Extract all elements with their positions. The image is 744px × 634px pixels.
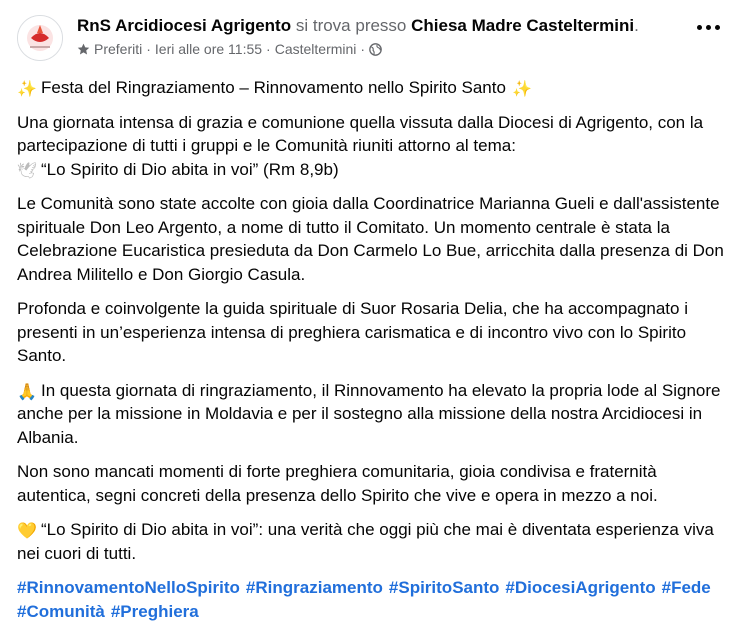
star-icon — [77, 43, 90, 56]
post-meta — [77, 41, 382, 57]
meta-separator: · — [146, 41, 151, 57]
paragraph-3: Profonda e coinvolgente la guida spirituale di Suor Rosaria Delia, che ha accompagnato i presenti in un’esperienza intensa di preghiera carismatica e di incontro vivo con lo Spirito Santo. — [17, 299, 688, 365]
more-horizontal-icon — [706, 25, 711, 30]
theme-quote: “Lo Spirito di Dio abita in voi” (Rm 8,9b) — [41, 159, 339, 179]
post-title-line — [17, 76, 729, 100]
sparkles-icon: ✨ — [17, 81, 37, 98]
meta-separator: · — [266, 41, 271, 57]
author-link[interactable]: RnS Arcidiocesi Agrigento — [77, 16, 292, 35]
favorites-label: Preferiti — [94, 41, 143, 57]
hashtag-link[interactable]: #RinnovamentoNelloSpirito — [17, 578, 240, 597]
more-horizontal-icon — [715, 25, 720, 30]
meta-separator: · — [360, 41, 366, 57]
paragraph-5: Non sono mancati momenti di forte preghiera comunitaria, gioia condivisa e fraternità autentica, segni concreti della presenza dello Spirito che vive e opera in mezzo a noi. — [17, 462, 658, 505]
avatar-logo-icon — [18, 16, 62, 60]
location-suffix: . — [634, 16, 639, 35]
post-title: Festa del Ringraziamento – Rinnovamento nello Spirito Santo — [41, 78, 506, 97]
paragraph-1-text: Una giornata intensa di grazia e comunione quella vissuta dalla Diocesi di Agrigento, con la partecipazione di tutti i gruppi e le Comunità riuniti attorno al tema: — [17, 112, 704, 155]
timestamp-link[interactable]: Ieri alle ore 11:55 — [154, 41, 263, 57]
paragraph-4-text: In questa giornata di ringraziamento, il Rinnovamento ha elevato la propria lode al Signore anche per la missione in Moldavia e per il sostegno alla missione della nostra Arcidiocesi in Albania. — [17, 380, 721, 447]
paragraph-2: Le Comunità sono state accolte con gioia dalla Coordinatrice Marianna Gueli e dall'assistente spirituale Don Leo Argento, a nome di tutto il Comitato. Un momento centrale è stata la Celebrazione Eucaristica presieduta da Don Carmelo Lo Bue, arricchita dalla presenza di Don Andrea Militello e Don Giorgio Casula. — [17, 194, 724, 284]
praying-hands-icon: 🙏 — [17, 383, 37, 401]
hashtags — [17, 576, 729, 623]
globe-icon[interactable] — [369, 43, 382, 56]
post-body — [17, 76, 729, 634]
hashtag-link[interactable]: #SpiritoSanto — [388, 578, 500, 597]
paragraph-6-text: “Lo Spirito di Dio abita in voi”: una verità che oggi più che mai è diventata esperienza viva nei cuori di tutti. — [17, 520, 714, 563]
post-header — [77, 16, 639, 36]
paragraph-4 — [17, 379, 729, 450]
hashtag-link[interactable]: #Ringraziamento — [245, 578, 383, 597]
page-avatar[interactable] — [17, 15, 63, 61]
paragraph-1 — [17, 111, 729, 182]
paragraph-6 — [17, 518, 729, 565]
yellow-heart-icon: 💛 — [17, 523, 37, 540]
dove-icon: 🕊 — [17, 162, 38, 180]
presence-text: si trova presso — [295, 16, 407, 35]
place-link[interactable]: Casteltermini — [274, 41, 357, 57]
hashtag-link[interactable]: #Fede — [661, 578, 711, 597]
hashtag-link[interactable]: #DiocesiAgrigento — [505, 578, 656, 597]
more-options-button[interactable] — [697, 25, 720, 30]
hashtag-link[interactable]: #Preghiera — [110, 601, 199, 621]
location-link[interactable]: Chiesa Madre Casteltermini — [411, 16, 635, 35]
hashtag-link[interactable]: #Comunità — [17, 601, 105, 621]
more-horizontal-icon — [697, 25, 702, 30]
sparkles-icon: ✨ — [511, 81, 532, 98]
